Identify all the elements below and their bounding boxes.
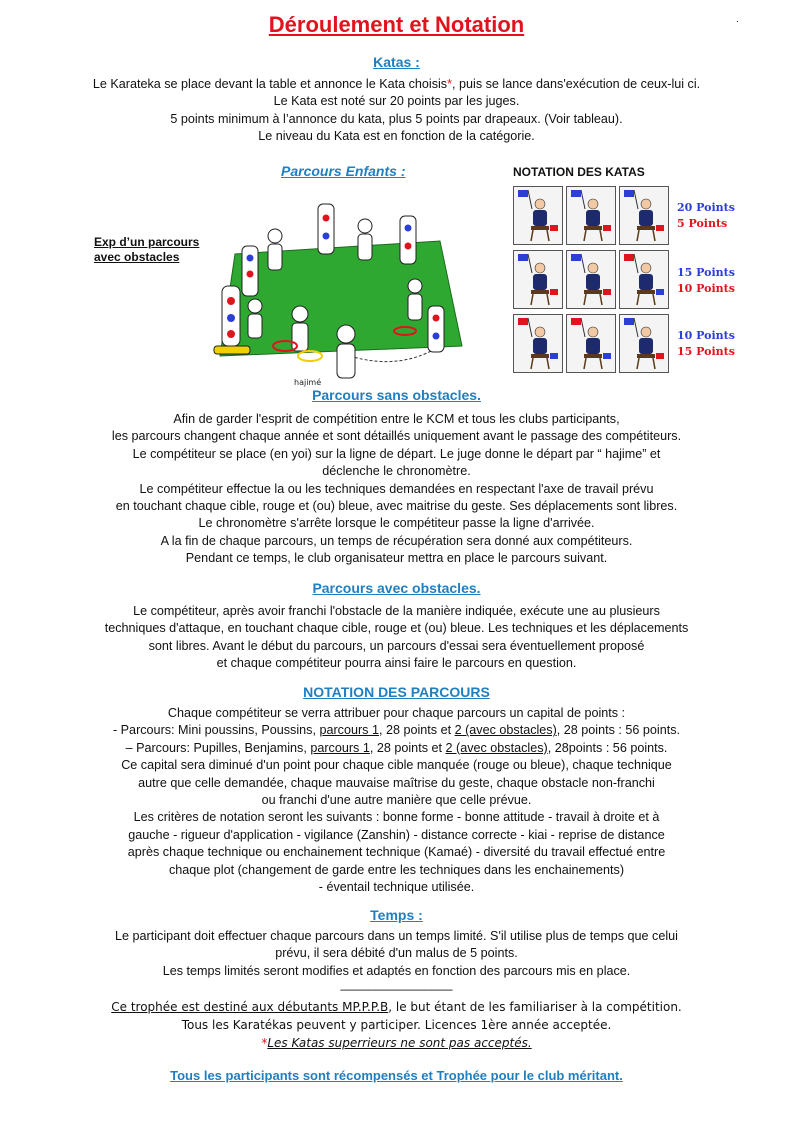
sans-obstacles-line-9: Pendant ce temps, le club organisateur mettra en place le parcours suivant.: [185, 551, 608, 566]
notation-criteria-line-2: autre que celle demandée, chaque mauvaise maîtrise du geste, chaque obstacle non-franchi: [138, 775, 655, 790]
katas-line-1: Le Karateka se place devant la table et annonce le Kata choisis*, puis se lance dans'exécution de ceux-lui ci.: [92, 77, 701, 91]
participation-line: Tous les Karatékas peuvent y participer. Licences 1ère année acceptée.: [181, 1018, 612, 1032]
judge-with-flags-icon: [513, 314, 563, 373]
judge-with-flags-icon: [513, 250, 563, 309]
points-row-3: 10 Points 15 Points: [677, 329, 735, 358]
katas-note-line: *Les Katas superrieurs ne sont pas acceptés.: [261, 1036, 532, 1050]
katas-line-3: 5 points minimum à l’annonce du kata, plus 5 points par drapeaux. (Voir tableau).: [170, 111, 623, 126]
course-illustration: [200, 196, 480, 392]
temps-line-2: prévu, il sera débité d'un malus de 5 points.: [275, 946, 518, 961]
avec-obstacles-line-4: et chaque compétiteur pourra ainsi faire le parcours en question.: [216, 656, 577, 671]
parcours-enfants-heading: Parcours Enfants :: [281, 163, 406, 179]
separator: ________________: [340, 977, 453, 991]
avec-obstacles-heading: Parcours avec obstacles.: [312, 580, 481, 596]
sans-obstacles-paragraph: [0, 411, 793, 568]
notation-row-1: - Parcours: Mini poussins, Poussins, parcours 1, 28 points et 2 (avec obstacles), 28 points : 56 points.: [112, 723, 681, 738]
points-row-1: 20 Points 5 Points: [677, 201, 735, 230]
notation-row-2: – Parcours: Pupilles, Benjamins, parcours 1, 28 points et 2 (avec obstacles), 28points : 56 points.: [125, 740, 668, 755]
judge-with-flags-icon: [619, 186, 669, 245]
katas-paragraph: [0, 76, 793, 146]
katas-line-2: Le Kata est noté sur 20 points par les juges.: [273, 94, 520, 109]
hajime-label: hajimé: [294, 378, 322, 387]
notation-intro: Chaque compétiteur se verra attribuer pour chaque parcours un capital de points :: [167, 706, 626, 720]
judge-with-flags-icon: [566, 250, 616, 309]
avec-obstacles-paragraph: [0, 603, 793, 673]
notation-criteria-line-7: chaque plot (changement de garde entre les techniques dans les enchainements): [168, 862, 625, 877]
katas-line-4: Le niveau du Kata est en fonction de la catégorie.: [258, 129, 535, 144]
notation-criteria-line-6: après chaque technique ou enchainement technique (Kamaé) - diversité du travail effectué entre: [127, 845, 666, 860]
katas-heading: Katas :: [373, 54, 420, 70]
judge-with-flags-icon: [566, 314, 616, 373]
sans-obstacles-line-8: A la fin de chaque parcours, un temps de récupération sera donné aux compétiteurs.: [160, 533, 633, 548]
judge-with-flags-icon: [619, 250, 669, 309]
sans-obstacles-line-7: Le chronomètre s'arrête lorsque le compétiteur passe la ligne d'arrivée.: [198, 516, 595, 531]
final-statement: Tous les participants sont récompensés et Trophée pour le club méritant.: [170, 1068, 623, 1083]
notation-katas-heading: NOTATION DES KATAS: [513, 165, 645, 179]
avec-obstacles-line-3: sont libres. Avant le début du parcours, un parcours d'essai sera éventuellement proposé: [148, 638, 645, 653]
sans-obstacles-line-6: en touchant chaque cible, rouge et (ou) bleue, avec maitrise du geste. Ses déplacements sont libres.: [115, 499, 678, 514]
notation-criteria-line-1: Ce capital sera diminué d'un point pour chaque cible manquée (rouge ou bleue), chaque technique: [121, 758, 672, 773]
judge-with-flags-icon: [619, 314, 669, 373]
avec-obstacles-line-2: techniques d'attaque, en touchant chaque cible, rouge et (ou) bleue. Les techniques et les déplacements: [104, 621, 689, 636]
asterisk: *: [447, 77, 453, 91]
notation-criteria-line-5: gauche - rigueur d'application - vigilance (Zanshin) - distance correcte - kiai - reprise de distance: [128, 827, 665, 842]
temps-line-1: Le participant doit effectuer chaque parcours dans un temps limité. S'il utilise plus de temps que celui: [115, 929, 678, 943]
temps-heading: Temps :: [370, 907, 423, 923]
sans-obstacles-heading: Parcours sans obstacles.: [312, 387, 481, 403]
avec-obstacles-line-1: Le compétiteur, après avoir franchi l'obstacle de la manière indiquée, exécute une au plusieurs: [133, 604, 660, 618]
sans-obstacles-line-3: Le compétiteur se place (en yoi) sur la ligne de départ. Le juge donne le départ par “ hajime” et: [132, 446, 661, 461]
notation-parcours-paragraph: [0, 705, 793, 896]
judge-with-flags-icon: [513, 186, 563, 245]
sans-obstacles-line-4: déclenche le chronomètre.: [322, 464, 471, 479]
judge-with-flags-icon: [566, 186, 616, 245]
trophy-line: Ce trophée est destiné aux débutants MP.P.P.B, le but étant de les familiariser à la compétition.: [111, 1000, 682, 1014]
page-title: Déroulement et Notation: [268, 12, 525, 37]
judges-grid: [513, 186, 670, 376]
example-label: Exp d’un parcours avec obstacles: [94, 235, 200, 264]
temps-line-3: Les temps limités seront modifies et adaptés en fonction des parcours mis en place.: [162, 963, 631, 978]
notation-parcours-heading: NOTATION DES PARCOURS: [303, 684, 490, 700]
corner-mark: .: [736, 14, 739, 25]
notation-criteria-line-3: ou franchi d'une autre manière que celle prévue.: [261, 793, 532, 808]
temps-paragraph: [0, 928, 793, 980]
sans-obstacles-line-5: Le compétiteur effectue la ou les techniques demandées en respectant l'axe de travail prévu: [139, 481, 654, 496]
notation-criteria-line-8: - éventail technique utilisée.: [318, 880, 475, 895]
notation-criteria: [0, 757, 793, 896]
notation-criteria-line-4: Les critères de notation seront les suivants : bonne forme - bonne attitude - travail à droite et à: [133, 810, 660, 825]
sans-obstacles-line-2: les parcours changent chaque année et sont détaillés uniquement avant le passage des compétiteurs.: [111, 429, 682, 444]
points-row-2: 15 Points 10 Points: [677, 266, 735, 295]
sans-obstacles-line-1: Afin de garder l'esprit de compétition entre le KCM et tous les clubs participants,: [173, 412, 620, 426]
footer-note: [0, 998, 793, 1052]
